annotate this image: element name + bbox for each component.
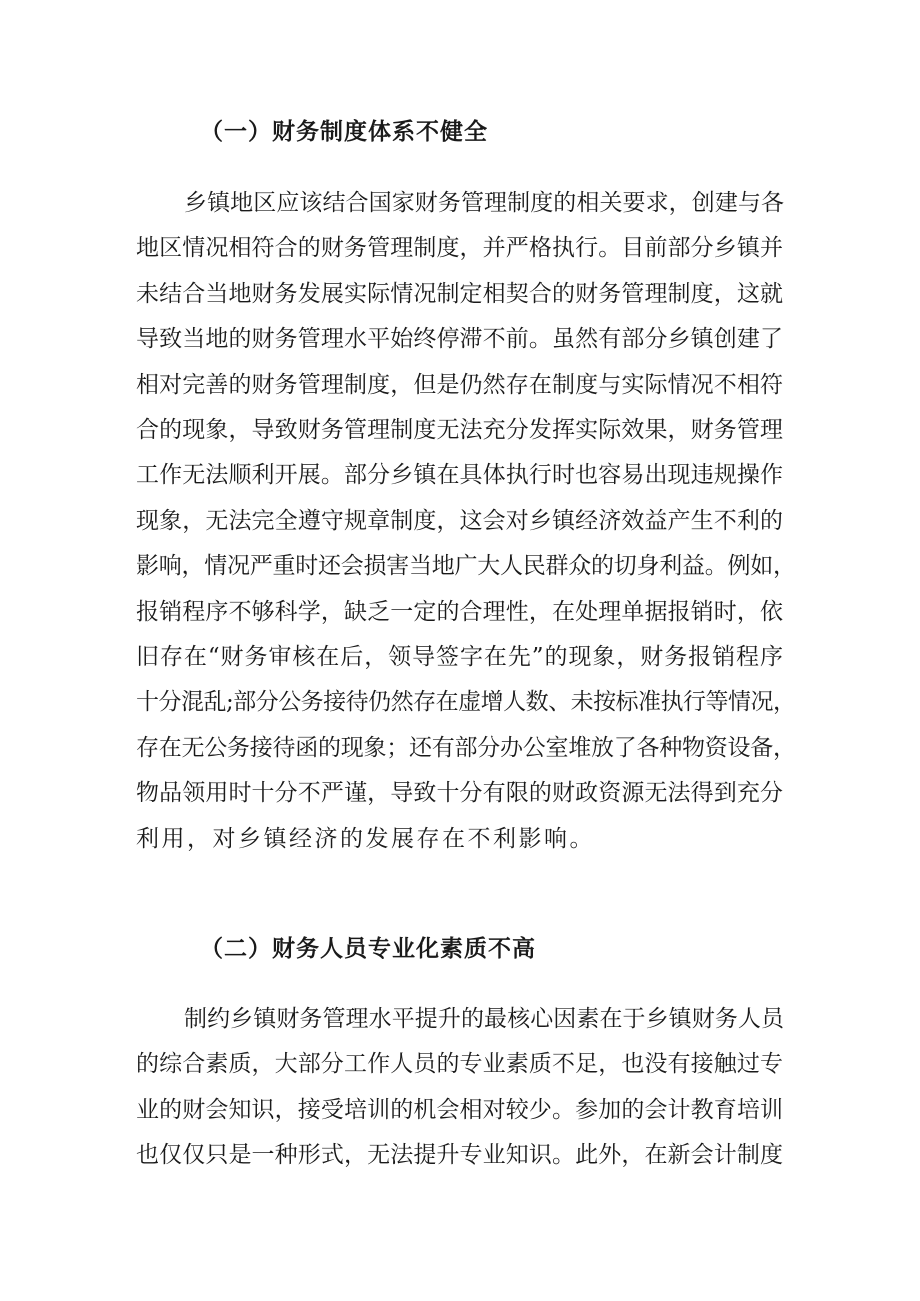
paragraph-line: 报销程序不够科学，缺乏一定的合理性，在处理单据报销时，依 (136, 598, 784, 625)
paragraph-line: 合的现象，导致财务管理制度无法充分发挥实际效果，财务管理 (136, 417, 784, 443)
paragraph-line: 工作无法顺利开展。部分乡镇在具体执行时也容易出现违规操作 (136, 462, 784, 489)
paragraph-line: 导致当地的财务管理水平始终停滞不前。虽然有部分乡镇创建了 (136, 326, 784, 353)
paragraph-line: 存在无公务接待函的现象；还有部分办公室堆放了各种物资设备， (136, 734, 796, 761)
paragraph-line: 也仅仅只是一种形式，无法提升专业知识。此外，在新会计制度 (136, 1142, 784, 1169)
paragraph-line: 相对完善的财务管理制度，但是仍然存在制度与实际情况不相符 (136, 371, 784, 398)
paragraph-line: 利用，对乡镇经济的发展存在不利影响。 (136, 825, 595, 852)
paragraph-line: 旧存在“财务审核在后，领导签字在先”的现象，财务报销程序 (136, 644, 784, 670)
paragraph-line: 未结合当地财务发展实际情况制定相契合的财务管理制度，这就 (136, 280, 784, 307)
paragraph-line: 物品领用时十分不严谨，导致十分有限的财政资源无法得到充分 (136, 780, 784, 807)
paragraph-line: 制约乡镇财务管理水平提升的最核心因素在于乡镇财务人员 (184, 1006, 785, 1032)
paragraph-line: 乡镇地区应该结合国家财务管理制度的相关要求，创建与各 (184, 190, 785, 216)
paragraph-line: 的综合素质，大部分工作人员的专业素质不足，也没有接触过专 (136, 1051, 784, 1078)
paragraph-line: 十分混乱;部分公务接待仍然存在虚增人数、未按标准执行等情况， (136, 689, 796, 716)
paragraph-line: 业的财会知识，接受培训的机会相对较少。参加的会计教育培训 (136, 1096, 784, 1123)
paragraph-line: 现象，无法完全遵守规章制度，这会对乡镇经济效益产生不利的 (136, 507, 784, 534)
section-1-heading: （一）财务制度体系不健全 (200, 119, 488, 145)
paragraph-line: 影响，情况严重时还会损害当地广大人民群众的切身利益。例如， (136, 553, 796, 580)
paragraph-line: 地区情况相符合的财务管理制度，并严格执行。目前部分乡镇并 (136, 235, 784, 262)
section-2-heading: （二）财务人员专业化素质不高 (200, 936, 536, 962)
